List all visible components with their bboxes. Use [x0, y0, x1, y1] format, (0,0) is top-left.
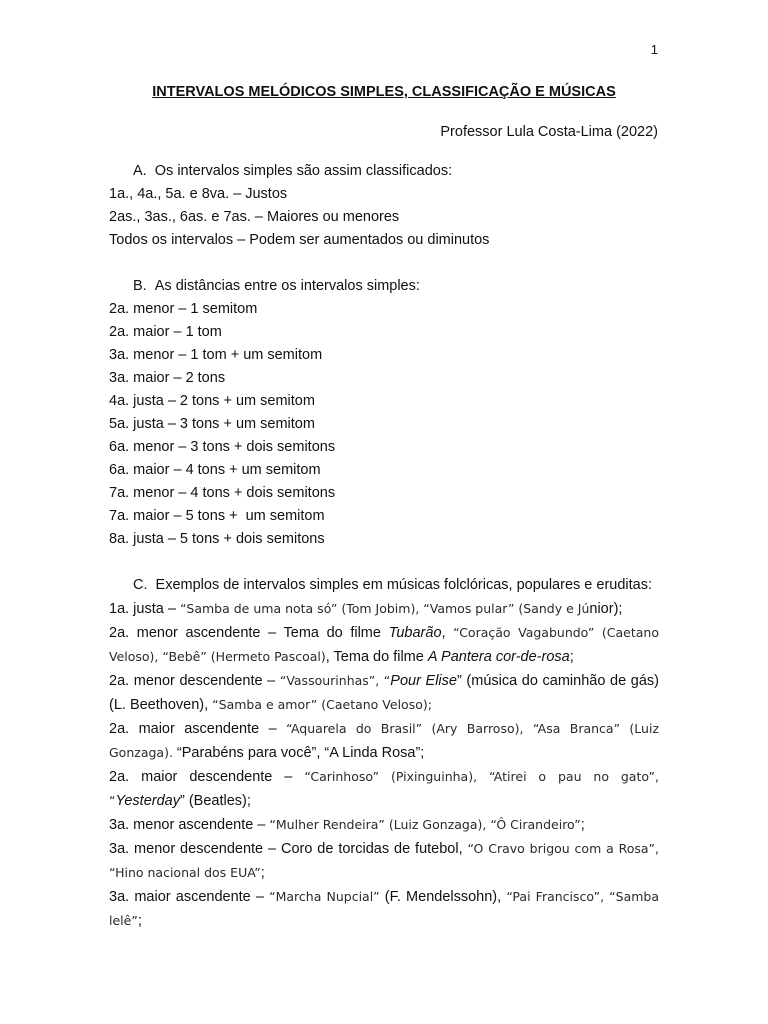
music-example-entry: [109, 885, 659, 933]
entry-text-segment: 3a. maior ascendente –: [109, 889, 270, 905]
music-example-entry: [109, 621, 659, 669]
entry-text-segment: 1a. justa –: [109, 601, 180, 617]
entry-text-segment: ;: [580, 817, 585, 833]
entry-text-segment: (F. Mendelssohn),: [384, 889, 507, 905]
section-a-line: 1a., 4a., 5a. e 8va. – Justos: [109, 186, 288, 202]
interval-distance-line: 3a. menor – 1 tom + um semitom: [109, 347, 323, 363]
document-body: [109, 160, 659, 933]
spacer: [109, 551, 659, 574]
entry-text-segment: “Parabéns para você”, “A Linda Rosa”;: [176, 745, 425, 761]
entry-text-segment: “Vassourinhas”, “: [279, 673, 391, 688]
entry-text-segment: “Aquarela do Brasil” (Ary Barroso), “Asa Branca” (Luiz Gonzaga).: [109, 721, 660, 760]
interval-distance-line: 5a. justa – 3 tons + um semitom: [109, 416, 315, 432]
document-author: Professor Lula Costa-Lima (2022): [440, 124, 658, 140]
music-example-entry: [109, 813, 659, 837]
section-a-heading: A. Os intervalos simples são assim classificados:: [133, 163, 453, 179]
entry-text-segment: Pour Elise: [390, 673, 457, 689]
section-c-heading: C. Exemplos de intervalos simples em músicas folclóricas, populares e eruditas:: [133, 577, 652, 593]
music-example-entry: [109, 597, 659, 621]
entry-text-segment: nior);: [589, 601, 623, 617]
music-example-entry: [109, 765, 659, 813]
section-c-examples: [109, 597, 659, 933]
spacer: [109, 252, 659, 275]
entry-text-segment: 2a. maior ascendente –: [109, 721, 287, 737]
entry-text-segment: “Carinhoso” (Pixinguinha), “Atirei o pau no gato”, “: [109, 769, 660, 808]
entry-text-segment: “Samba de uma nota só” (Tom Jobim), “Vamos pular” (Sandy e Jú: [179, 601, 590, 616]
entry-text-segment: “O Cravo brigou com a Rosa”, “Hino nacional dos EUA”: [109, 841, 659, 880]
document-title: INTERVALOS MELÓDICOS SIMPLES, CLASSIFICAÇÃO E MÚSICAS: [152, 84, 616, 100]
interval-distance-line: 4a. justa – 2 tons + um semitom: [109, 393, 315, 409]
entry-text-segment: ,: [441, 625, 454, 641]
entry-text-segment: ” (Beatles);: [179, 793, 251, 809]
entry-text-segment: ;: [260, 865, 265, 881]
entry-text-segment: “Coração Vagabundo” (Caetano Veloso), “Bebê” (Hermeto Pascoal): [109, 625, 659, 664]
entry-text-segment: 3a. menor descendente – Coro de torcidas de futebol,: [109, 841, 468, 857]
entry-text-segment: Yesterday: [115, 793, 180, 809]
entry-text-segment: ;: [137, 913, 142, 929]
entry-text-segment: “Marcha Nupcial”: [269, 889, 385, 904]
entry-text-segment: 2a. maior descendente –: [109, 769, 305, 785]
entry-text-segment: 2a. menor ascendente – Tema do filme: [109, 625, 389, 641]
interval-distance-line: 6a. maior – 4 tons + um semitom: [109, 462, 321, 478]
entry-text-segment: , Tema do filme: [325, 649, 428, 665]
entry-text-segment: “Pai Francisco”, “Samba lelê”: [109, 889, 659, 928]
section-a-line: 2as., 3as., 6as. e 7as. – Maiores ou menores: [109, 209, 400, 225]
entry-text-segment: A Pantera cor-de-rosa: [427, 649, 570, 665]
music-example-entry: [109, 669, 659, 717]
section-b-heading: B. As distâncias entre os intervalos simples:: [133, 278, 420, 294]
interval-distance-line: 7a. menor – 4 tons + dois semitons: [109, 485, 336, 501]
entry-text-segment: 3a. menor ascendente –: [109, 817, 270, 833]
interval-distance-line: 7a. maior – 5 tons + um semitom: [109, 508, 325, 524]
interval-distance-line: 2a. maior – 1 tom: [109, 324, 222, 340]
entry-text-segment: 2a. menor descendente –: [109, 673, 280, 689]
section-a-line: Todos os intervalos – Podem ser aumentados ou diminutos: [109, 232, 490, 248]
interval-distance-line: 6a. menor – 3 tons + dois semitons: [109, 439, 336, 455]
page-number: 1: [650, 42, 658, 57]
entry-text-segment: “Samba e amor” (Caetano Veloso);: [212, 697, 432, 712]
interval-distance-line: 3a. maior – 2 tons: [109, 370, 226, 386]
music-example-entry: [109, 717, 659, 765]
interval-distance-line: 8a. justa – 5 tons + dois semitons: [109, 531, 325, 547]
entry-text-segment: ” (música do caminhão de gás) (L. Beethoven),: [109, 673, 659, 713]
music-example-entry: [109, 837, 659, 885]
entry-text-segment: Tubarão: [388, 625, 442, 641]
interval-distance-line: 2a. menor – 1 semitom: [109, 301, 258, 317]
entry-text-segment: “Mulher Rendeira” (Luiz Gonzaga), “Ô Cirandeiro”: [269, 817, 581, 832]
entry-text-segment: ;: [569, 649, 574, 665]
